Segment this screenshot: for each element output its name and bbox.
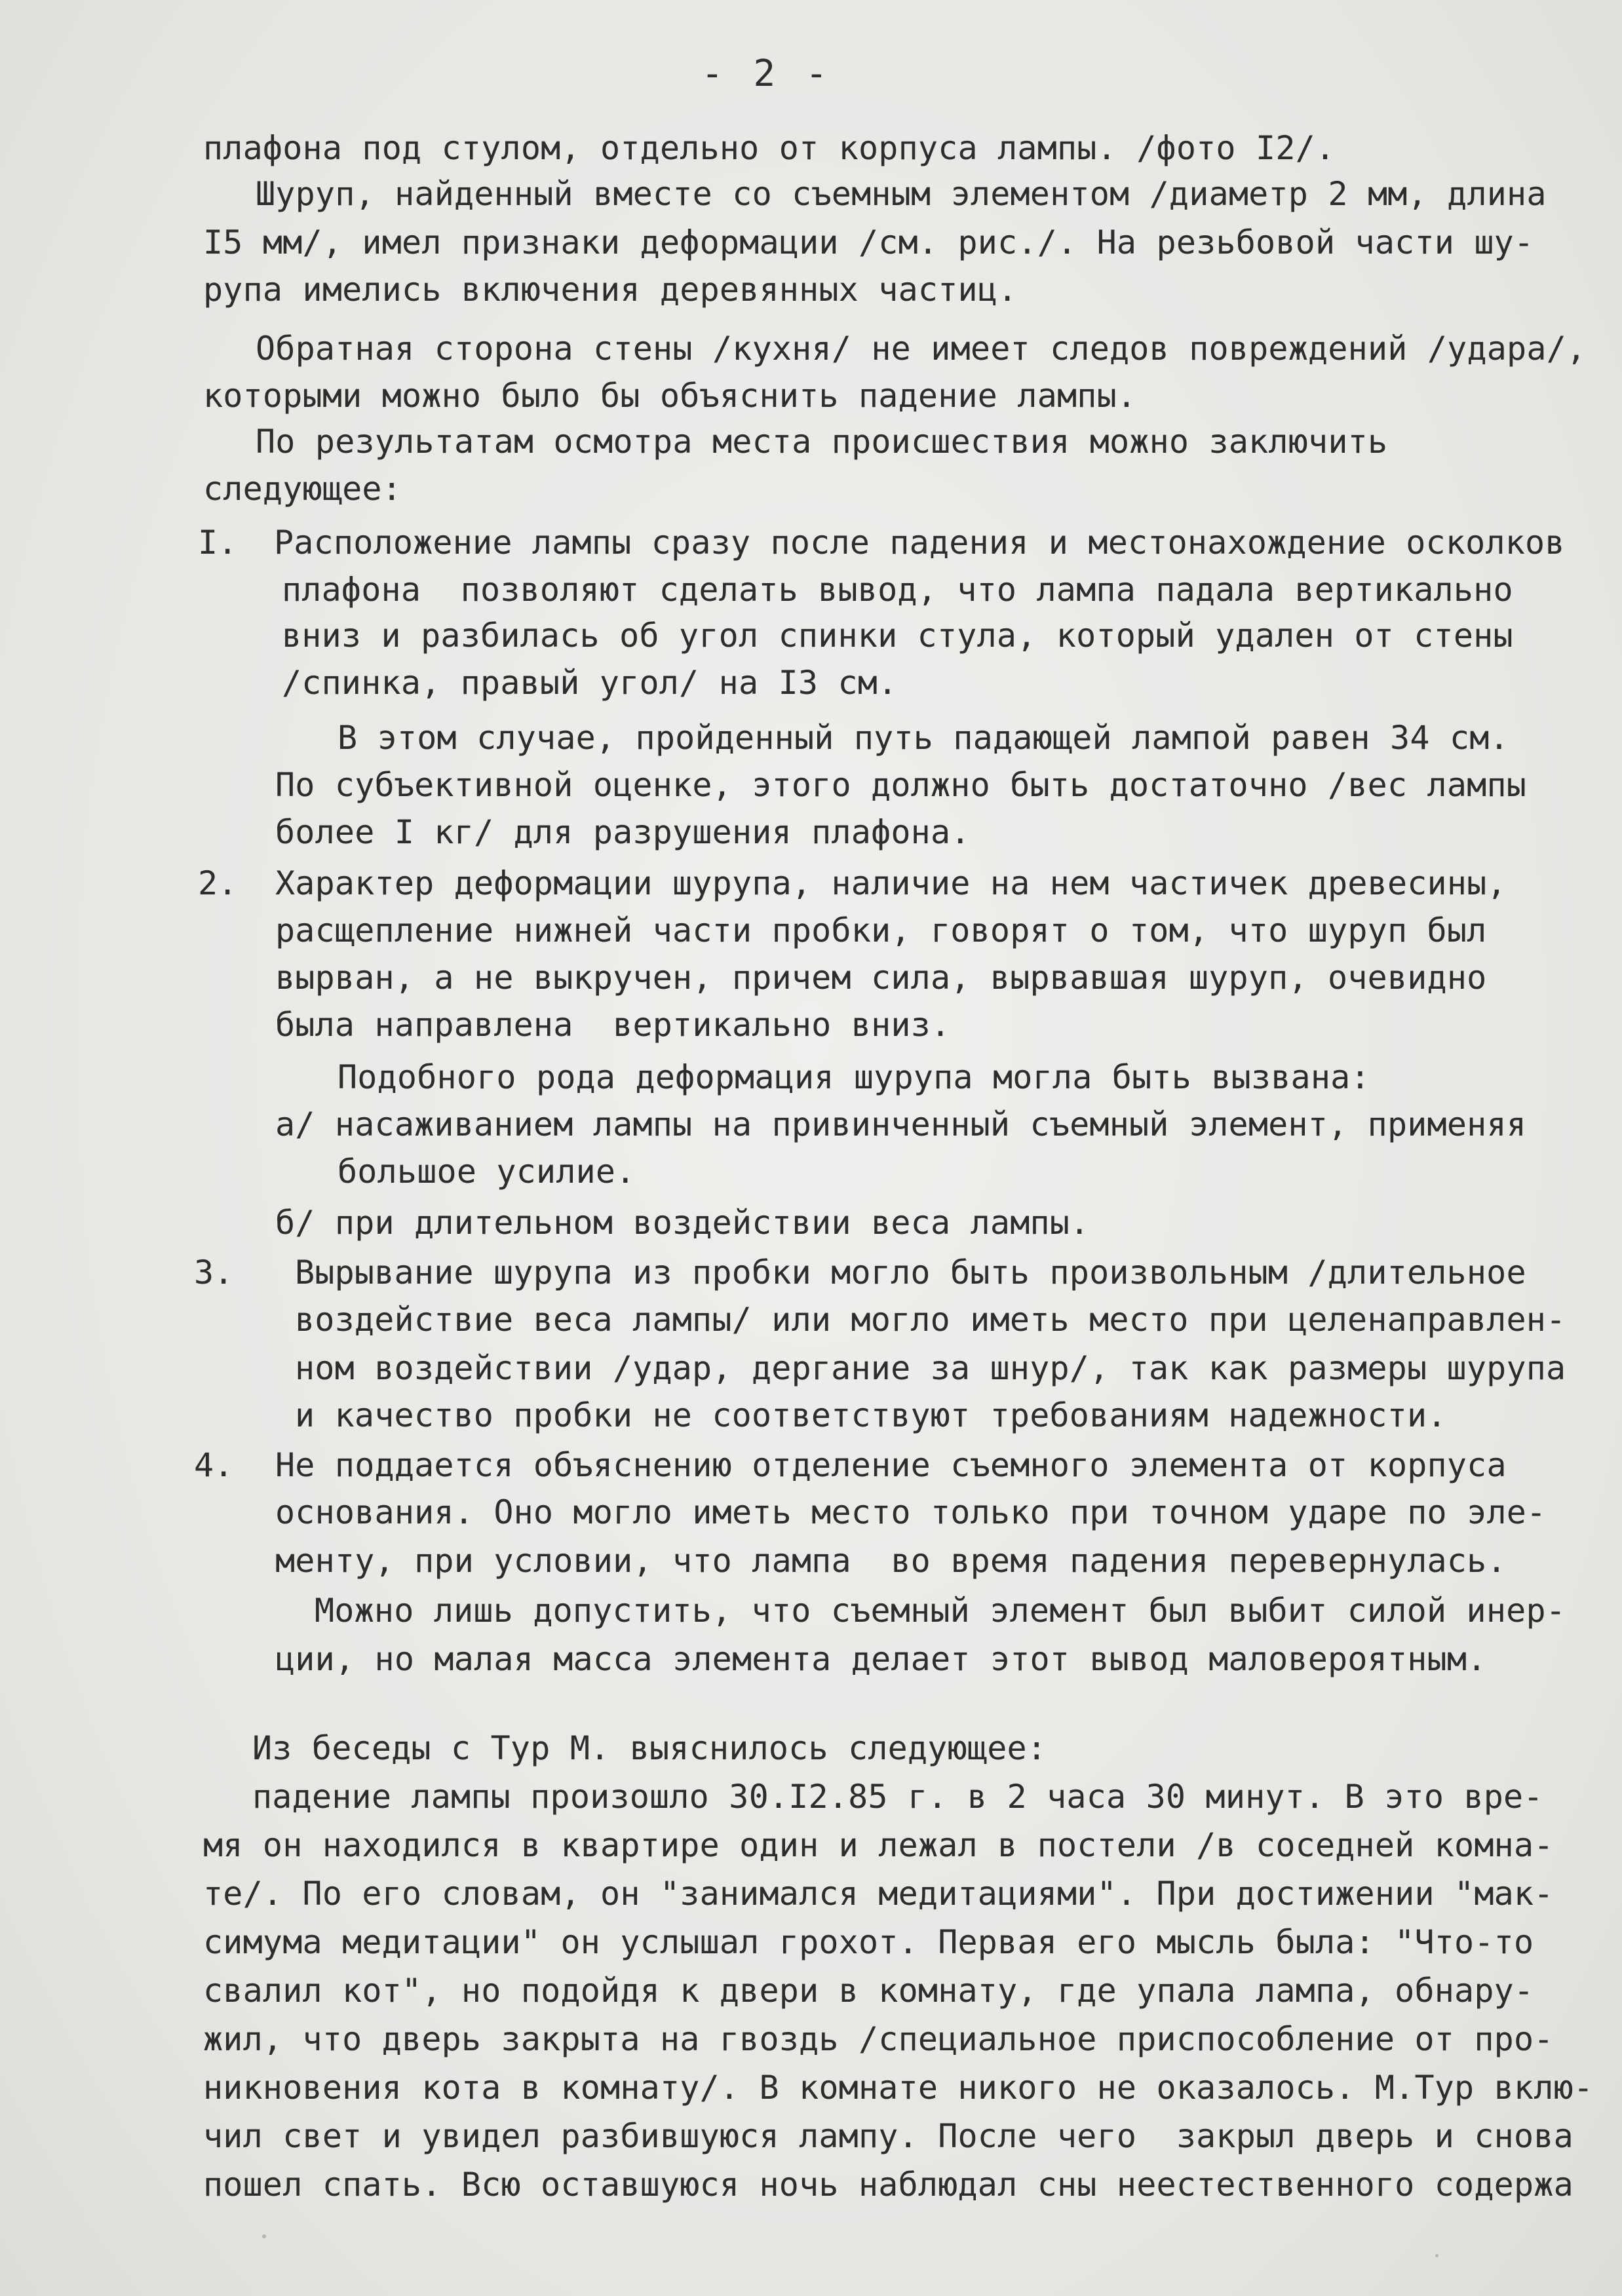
text-line: I5 мм/, имел признаки деформации /см. рис./. На резьбовой части шу- xyxy=(203,223,1534,261)
text-line: более I кг/ для разрушения плафона. xyxy=(275,813,971,851)
text-line: ции, но малая масса элемента делает этот вывод маловероятным. xyxy=(275,1640,1487,1678)
text-line: Расположение лампы сразу после падения и местонахождение осколков xyxy=(274,524,1565,562)
text-line: свалил кот", но подойдя к двери в комнату, где упала лампа, обнару- xyxy=(203,1972,1534,2010)
text-line: жил, что дверь закрыта на гвоздь /специальное приспособление от про- xyxy=(203,2020,1554,2058)
text-line: которыми можно было бы объяснить падение лампы. xyxy=(203,377,1137,415)
text-line: менту, при условии, что лампа во время падения перевернулась. xyxy=(275,1542,1507,1580)
text-line: плафона позволяют сделать вывод, что лампа падала вертикально xyxy=(282,571,1513,609)
page-number: - 2 - xyxy=(701,52,832,95)
text-line: а/ насаживанием лампы на привинченный съемный элемент, применяя xyxy=(275,1105,1527,1143)
text-line: вниз и разбилась об угол спинки стула, который удален от стены xyxy=(282,617,1513,655)
text-line: основания. Оно могло иметь место только при точном ударе по эле- xyxy=(275,1493,1547,1531)
text-line: падение лампы произошло 30.I2.85 г. в 2 часа 30 минут. В это вре- xyxy=(252,1778,1543,1816)
text-line: Подобного рода деформация шурупа могла быть вызвана: xyxy=(338,1058,1370,1096)
text-line: рупа имелись включения деревянных частиц. xyxy=(203,271,1018,309)
text-line: По результатам осмотра места происшествия можно заключить xyxy=(256,423,1388,461)
text-line: пошел спать. Всю оставшуюся ночь наблюдал сны неестественного содержа xyxy=(203,2166,1574,2204)
text-line: Шуруп, найденный вместе со съемным элементом /диаметр 2 мм, длина xyxy=(256,175,1547,213)
text-line: Характер деформации шурупа, наличие на нем частичек древесины, xyxy=(275,864,1507,902)
text-line: ном воздействии /удар, дергание за шнур/, так как размеры шурупа xyxy=(295,1349,1566,1387)
text-line: Из беседы с Тур М. выяснилось следующее: xyxy=(252,1729,1047,1767)
text-line: никновения кота в комнату/. В комнате никого не оказалось. М.Тур вклю- xyxy=(203,2069,1594,2107)
paper-speck xyxy=(262,2234,266,2238)
text-line: Не поддается объяснению отделение съемного элемента от корпуса xyxy=(275,1446,1507,1484)
text-line: плафона под стулом, отдельно от корпуса лампы. /фото I2/. xyxy=(203,129,1336,167)
list-number: 3. xyxy=(194,1253,234,1292)
paper-speck xyxy=(1435,2254,1439,2257)
text-line: воздействие веса лампы/ или могло иметь место при целенаправлен- xyxy=(295,1301,1566,1339)
text-line: те/. По его словам, он "занимался медитациями". При достижении "мак- xyxy=(203,1875,1554,1913)
text-line: мя он находился в квартире один и лежал в постели /в соседней комна- xyxy=(203,1826,1554,1864)
text-line: б/ при длительном воздействии веса лампы. xyxy=(275,1204,1090,1242)
text-line: симума медитации" он услышал грохот. Первая его мысль была: "Что-то xyxy=(203,1923,1534,1961)
text-line: По субъективной оценке, этого должно быть достаточно /вес лампы xyxy=(275,766,1527,804)
text-line: большое усилие. xyxy=(338,1153,636,1191)
text-line: следующее: xyxy=(203,470,402,508)
text-line: расщепление нижней части пробки, говорят о том, что шуруп был xyxy=(275,911,1487,949)
text-line: В этом случае, пройденный путь падающей лампой равен 34 см. xyxy=(338,719,1509,757)
list-number: 4. xyxy=(194,1446,234,1484)
text-line: и качество пробки не соответствуют требованиям надежности. xyxy=(295,1396,1447,1434)
list-number: I. xyxy=(198,524,238,562)
text-line: /спинка, правый угол/ на I3 см. xyxy=(282,664,898,702)
list-number: 2. xyxy=(198,864,238,902)
text-line: Обратная сторона стены /кухня/ не имеет следов повреждений /удара/, xyxy=(256,330,1587,368)
text-line: Вырывание шурупа из пробки могло быть произвольным /длительное xyxy=(295,1253,1526,1292)
text-line: вырван, а не выкручен, причем сила, вырвавшая шуруп, очевидно xyxy=(275,959,1487,997)
text-line: Можно лишь допустить, что съемный элемент был выбит силой инер- xyxy=(315,1592,1566,1630)
text-line: была направлена вертикально вниз. xyxy=(275,1006,951,1044)
text-line: чил свет и увидел разбившуюся лампу. После чего закрыл дверь и снова xyxy=(203,2117,1574,2155)
